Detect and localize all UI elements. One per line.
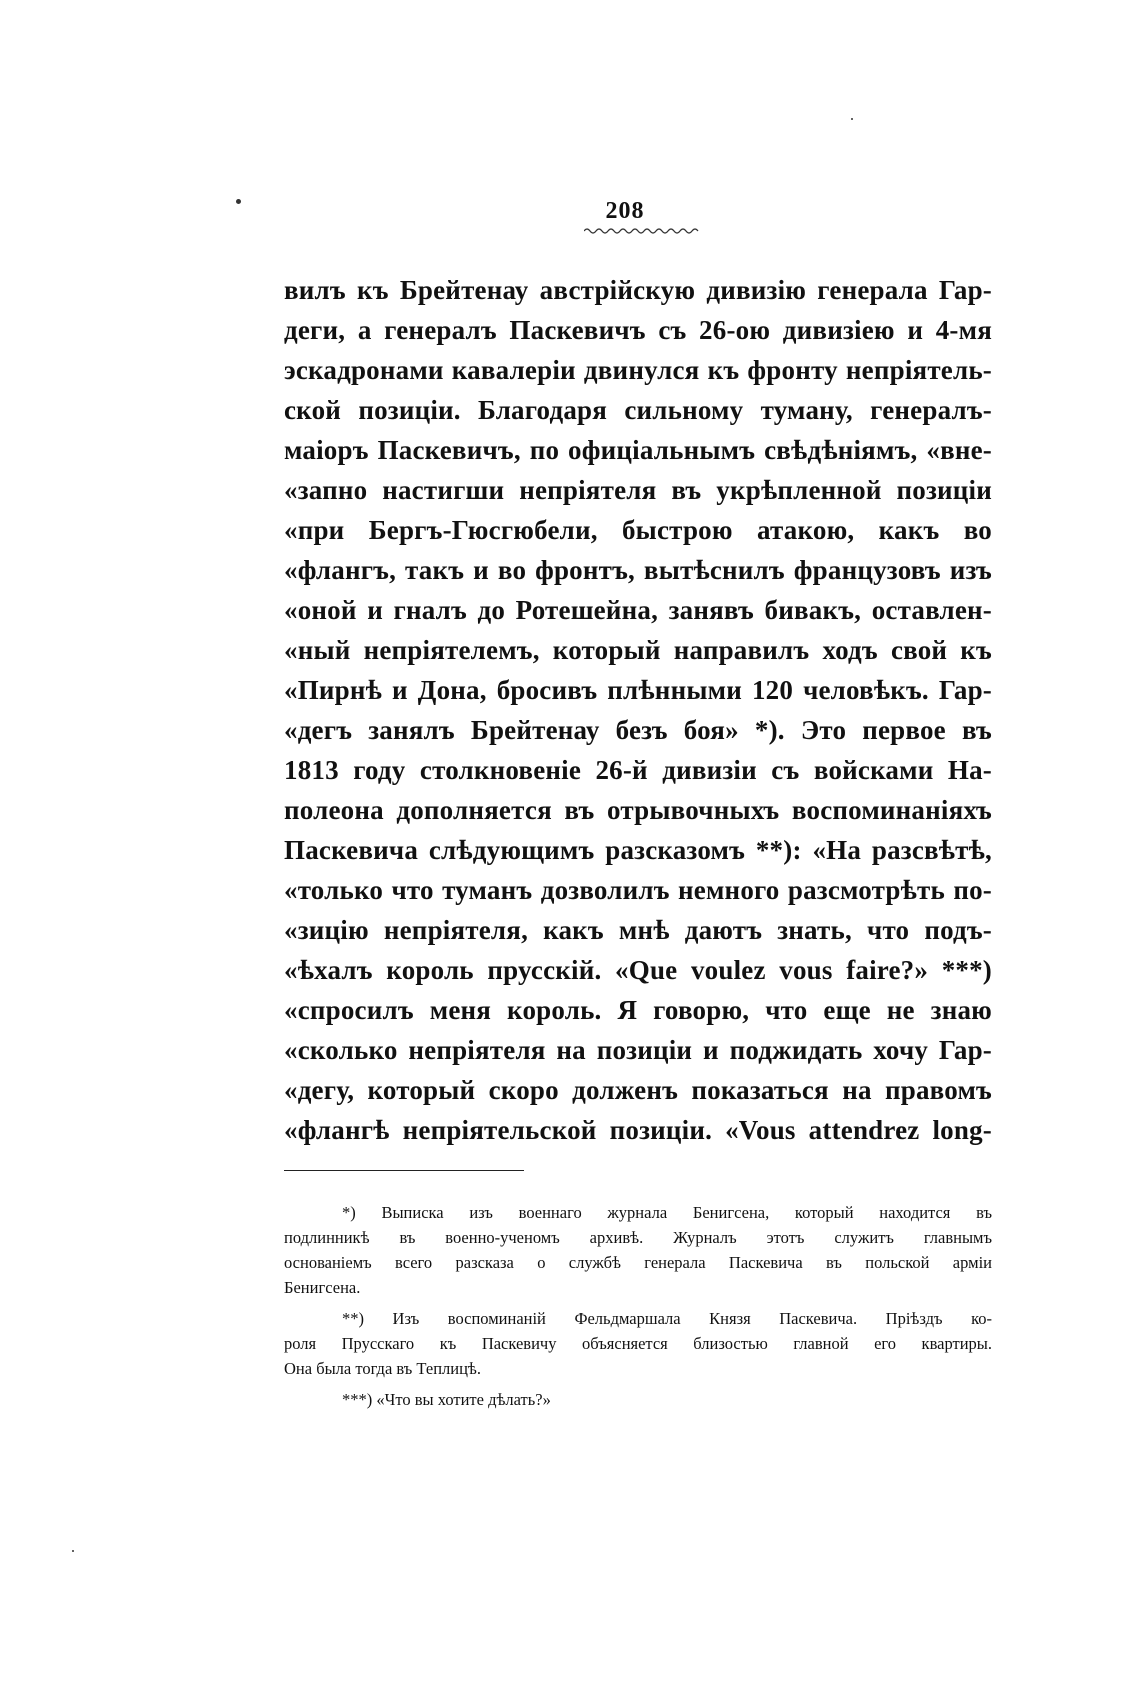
scan-speck (72, 1550, 74, 1552)
footnote-separator (284, 1170, 524, 1172)
body-line: «только что туманъ дозволилъ немного разсмотрѣть по- (284, 875, 992, 905)
footnotes (284, 1200, 992, 1412)
body-line: деги, а генералъ Паскевичъ съ 26-ою дивизіею и 4-мя (284, 315, 992, 345)
body-line: «дегъ занялъ Брейтенау безъ боя» *). Это первое въ (284, 715, 992, 745)
body-line: эскадронами кавалеріи двинулся къ фронту непріятель- (284, 355, 992, 385)
body-line: 1813 году столкновеніе 26-й дивизіи съ войсками На- (284, 755, 992, 785)
body-line: «сколько непріятеля на позиціи и поджидать хочу Гар- (284, 1035, 992, 1065)
body-line: «оной и гналъ до Ротешейна, занявъ бивакъ, оставлен- (284, 595, 992, 625)
footnote-line: основаніемъ всего разсказа о службѣ генерала Паскевича въ польской арміи (284, 1253, 992, 1272)
footnote-line: роля Прусскаго къ Паскевичу объясняется близостью главной его квартиры. (284, 1334, 992, 1353)
footnote-line: ***) «Что вы хотите дѣлать?» (342, 1390, 551, 1409)
page-number-ornament (584, 226, 700, 236)
body-line: вилъ къ Брейтенау австрійскую дивизію генерала Гар- (284, 275, 992, 305)
body-line: «ѣхалъ король прусскій. «Que voulez vous faire?» ***) (284, 955, 992, 985)
body-line: «спросилъ меня король. Я говорю, что еще не знаю (284, 995, 992, 1025)
footnote-line: Она была тогда въ Теплицѣ. (284, 1359, 482, 1378)
body-line: «флангѣ непріятельской позиціи. «Vous attendrez long- (284, 1115, 992, 1145)
footnote-line: подлинникѣ въ военно-ученомъ архивѣ. Журналъ этотъ служитъ главнымъ (284, 1228, 992, 1247)
body-line: полеона дополняется въ отрывочныхъ воспоминаніяхъ (284, 795, 992, 825)
scan-speck (851, 118, 853, 120)
footnote-line: Бенигсена. (284, 1278, 361, 1297)
body-text (284, 270, 992, 1150)
page-number: 208 (605, 198, 645, 224)
body-line: «зицію непріятеля, какъ мнѣ даютъ знать, что подъ- (284, 915, 992, 945)
footnote-1 (284, 1200, 992, 1300)
body-line: «ный непріятелемъ, который направилъ ходъ свой къ (284, 635, 992, 665)
body-line: Паскевича слѣдующимъ разсказомъ **): «На разсвѣтѣ, (284, 835, 992, 865)
body-line: маіоръ Паскевичъ, по офиціальнымъ свѣдѣніямъ, «вне- (284, 435, 992, 465)
footnote-line: *) Выписка изъ военнаго журнала Бенигсена, который находится въ (342, 1203, 992, 1222)
body-line: «при Бергъ-Гюсгюбели, быстрою атакою, какъ во (284, 515, 992, 545)
body-line: «запно настигши непріятеля въ укрѣпленной позиціи (284, 475, 992, 505)
body-line: «Пирнѣ и Дона, бросивъ плѣнными 120 человѣкъ. Гар- (284, 675, 992, 705)
footnote-line: **) Изъ воспоминаній Фельдмаршала Князя Паскевича. Пріѣздъ ко- (342, 1309, 992, 1328)
footnote-2 (284, 1306, 992, 1381)
body-line: ской позиціи. Благодаря сильному туману, генералъ- (284, 395, 992, 425)
body-line: «флангъ, такъ и во фронтъ, вытѣснилъ французовъ изъ (284, 555, 992, 585)
footnote-3 (284, 1387, 992, 1412)
body-line: «дегу, который скоро долженъ показаться на правомъ (284, 1075, 992, 1105)
scan-speck (236, 199, 241, 204)
